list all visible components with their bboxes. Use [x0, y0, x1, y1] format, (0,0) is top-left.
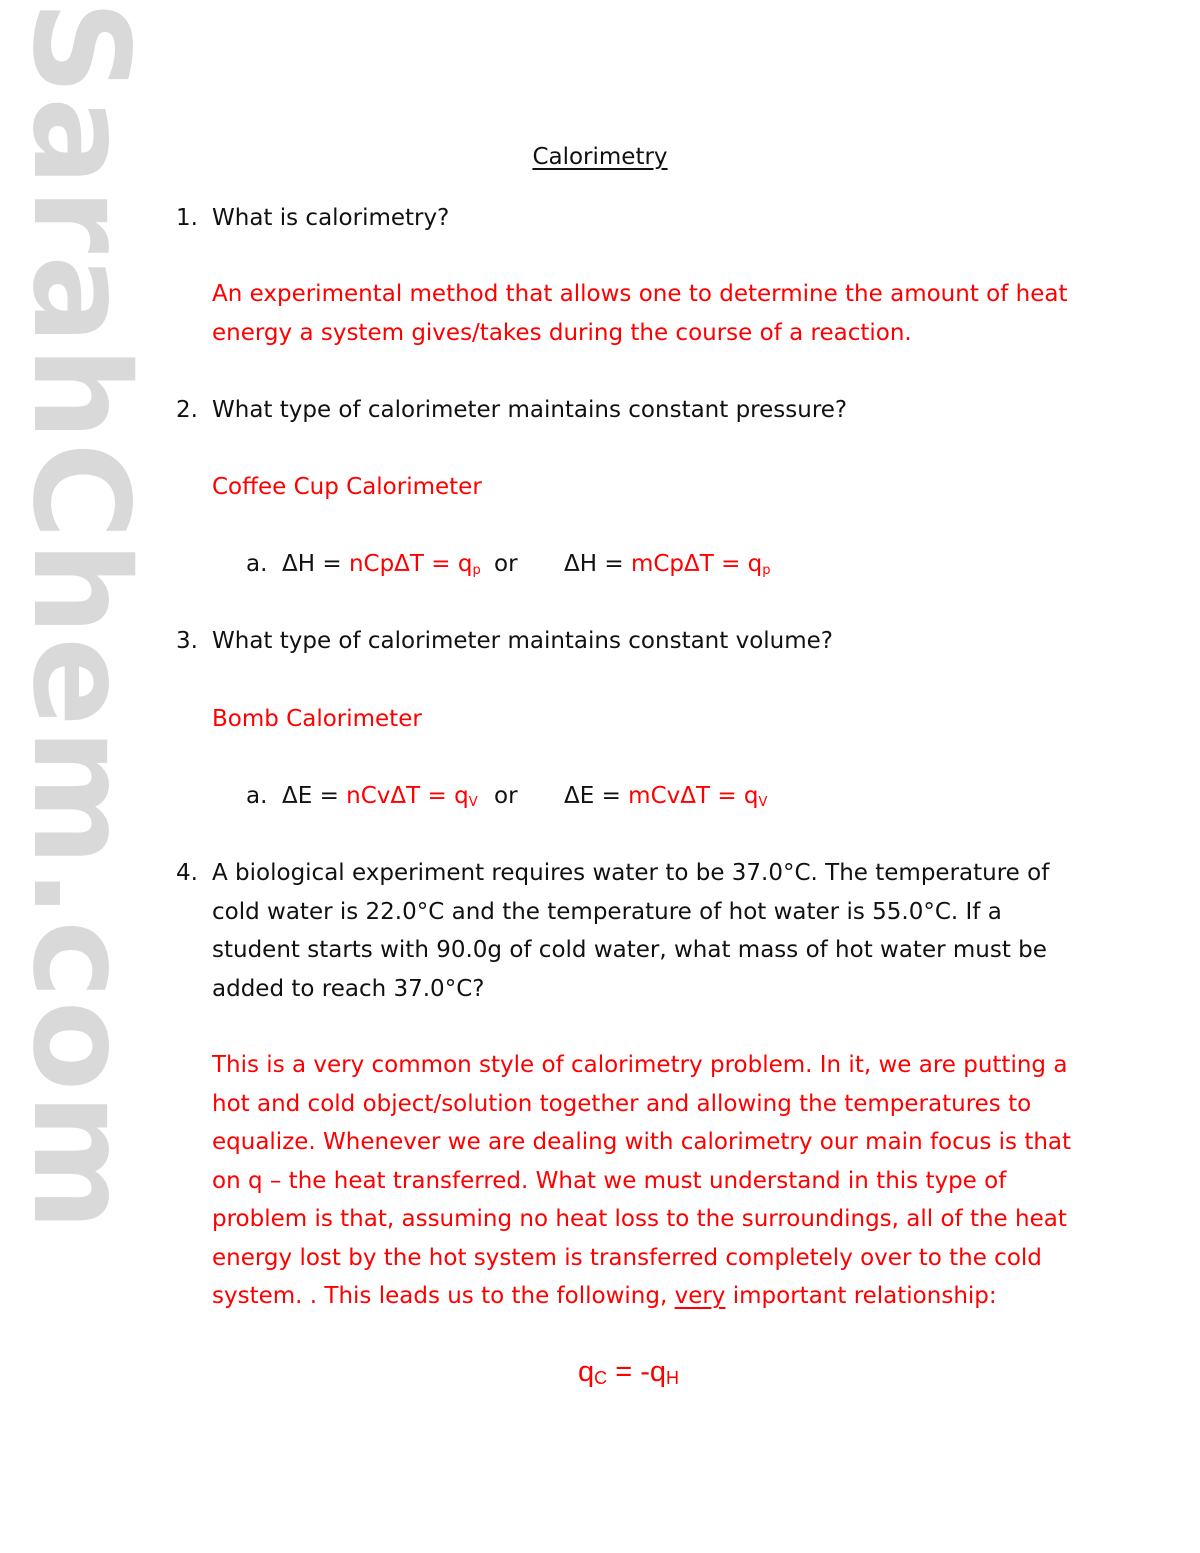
equation-3a-or: or: [494, 783, 518, 809]
question-1-number: 1.: [176, 205, 198, 231]
question-3-text: What type of calorimeter maintains constant volume?: [212, 628, 833, 654]
question-1-text: What is calorimetry?: [212, 205, 450, 231]
question-4-text: A biological experiment requires water to be 37.0°C. The temperature of cold water is 22.0°C and the temperature of hot water is 55.0°C. If a student starts with 90.0g of cold water, what mass of hot water must be added to reach 37.0°C?: [212, 860, 1050, 1002]
equation-3a-left: $\Delta E = nCv\Delta T = q_V$: [282, 783, 478, 810]
answer-4: [212, 1046, 1072, 1316]
watermark-text: SarahChem.com: [3, 0, 157, 1233]
question-4-number: 4.: [176, 860, 198, 886]
question-3: [176, 622, 1056, 661]
answer-4-text: This is a very common style of calorimetry problem. In it, we are putting a hot and cold object/solution together and allowing the temperatures to equalize. Whenever we are dealing with calorimetry our main focus is that on q – the heat transferred. What we must understand in this type of problem is that, assuming no heat loss to the surroundings, all of the heat energy lost by the hot system is transferred completely over to the cold system. . This leads us to the following,: [212, 1052, 1072, 1309]
equation-3a-label: a.: [246, 783, 268, 809]
question-3-number: 3.: [176, 628, 198, 654]
equation-2a-label: a.: [246, 551, 268, 577]
answer-3: Bomb Calorimeter: [212, 706, 422, 732]
answer-2: Coffee Cup Calorimeter: [212, 474, 482, 500]
question-2-text: What type of calorimeter maintains constant pressure?: [212, 397, 848, 423]
question-1: [176, 199, 1056, 238]
question-4: [176, 854, 1056, 1008]
equation-2a-left: $\Delta H = nCp\Delta T = q_p$: [282, 551, 481, 578]
key-relationship-equation: $q_C = -q_H$: [578, 1356, 679, 1388]
answer-4-emphasis: very: [674, 1283, 726, 1309]
equation-3a-right: $\Delta E = mCv\Delta T = q_V$: [564, 783, 768, 810]
equation-2a-right: $\Delta H = mCp\Delta T = q_p$: [564, 551, 771, 578]
question-2: [176, 391, 1056, 430]
answer-4-text-end: important relationship:: [725, 1283, 997, 1309]
equation-2a-or: or: [494, 551, 518, 577]
watermark: [3, 0, 157, 1233]
page-title: Calorimetry: [532, 144, 668, 170]
answer-1: An experimental method that allows one to determine the amount of heat energy a system gives/takes during the course of a reaction.: [212, 281, 1068, 346]
question-2-number: 2.: [176, 397, 198, 423]
